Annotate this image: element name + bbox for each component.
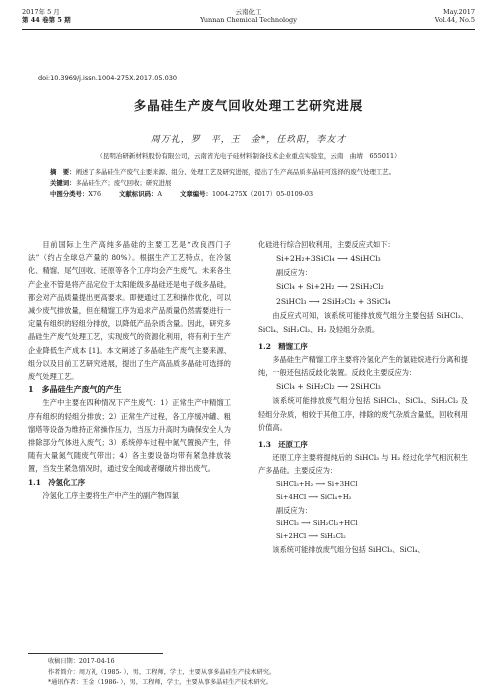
paper-title: 多晶硅生产废气回收处理工艺研究进展 — [133, 98, 364, 113]
classification-row — [50, 189, 450, 200]
journal-name-en: Yunnan Chemical Technology — [200, 16, 297, 24]
right-para-3: 该系统可能排放废气组分包括 SiHCl₃、SiCl₄、SiH₂Cl₂ 及轻组分杂质，相较于其他工序，排除的废气杂质含量低，回收利用价值高。 — [258, 396, 468, 432]
equation-3: 2SiHCl₃ ⟶ 2SiH₂Cl₂ + 3SiCl₄ — [276, 297, 391, 307]
header-volume: 第 44 卷第 5 期 — [22, 16, 71, 24]
abstract-label: 摘 要： — [50, 168, 76, 176]
section-1-heading: 1 多晶硅生产废气的产生 — [28, 384, 122, 395]
section-1-text: 生产中主要在四种情况下产生废气：1）正常生产中精馏工序有组织的轻组分排放；2）正常生产过程，各工序缓冲罐、粗馏塔等设备为维持正常操作压力，当压力升高时为确保安全人为排除部分气体进入废气；3）系统停车过程中氮气置换产生，伴随有大量氮气随废气带出；4）各主要设备均带有紧急排放装置，当发生紧急情况时，通过安全阀或者爆破片排出废气。 — [28, 398, 231, 474]
equation-2: SiCl₄ + Si+2H₂ ⟶ 2SiH₂Cl₂ — [276, 282, 384, 292]
clc-value: X76 — [88, 190, 102, 198]
equation-4: SiCl₄ + SiH₂Cl₂ ⟶ 2SiHCl₃ — [276, 382, 381, 392]
equation-8: Si+2HCl ⟶ SiH₂Cl₂ — [276, 531, 346, 540]
section-1-1-heading: 1.1 冷氢化工序 — [28, 477, 86, 487]
section-1-2-heading: 1.2 精馏工序 — [258, 341, 308, 351]
author-bio-2: *通讯作者：王金（1986- ），男，工程师，学士，主要从事多晶硅生产技术研究。 — [48, 679, 272, 686]
doc-code-value: A — [157, 190, 162, 198]
journal-name-cn: 云南化工 — [235, 8, 262, 16]
doi: doi:10.3969/j.issn.1004-275X.2017.05.030 — [38, 74, 177, 82]
side-reaction-label-1: 副反应为： — [276, 268, 312, 278]
article-number-label: 文章编号： — [180, 190, 212, 198]
right-para-4: 该系统可能排放废气组分包括 SiHCl₃、SiCl₄、 — [272, 544, 425, 554]
header-center — [22, 8, 475, 24]
header-date: 2017年 5 月 — [22, 8, 60, 16]
section-1-3-heading: 1.3 还原工序 — [258, 440, 308, 450]
header-date-en: May.2017 — [443, 8, 475, 16]
left-column — [28, 238, 231, 502]
authors: 周万礼，罗 平，王 金*，任玖阳，李友才 — [150, 135, 347, 145]
keywords-label: 关键词： — [50, 179, 76, 187]
right-para-1: 化硅进行综合回收利用，主要反应式如下： — [258, 240, 395, 249]
section-1-2-text: 多晶硅生产精馏工序主要将冷氢化产生的氯硅烷进行分离和提纯，一般还包括反歧化装置。反歧化主要反应为： — [258, 355, 468, 378]
abstract-block — [50, 167, 450, 200]
header-volume-en: Vol.44, No.5 — [434, 16, 475, 24]
article-number — [180, 189, 313, 200]
equation-1: Si+2H₂+3SiCl₄ ⟶ 4SiHCl₃ — [276, 254, 381, 264]
doc-code — [119, 189, 162, 200]
section-1-3-text: 还原工序主要将提纯后的 SiHCl₃ 与 H₂ 经过化学气相沉积生产多晶硅。主要反应为： — [258, 453, 468, 476]
keywords — [50, 178, 450, 189]
article-number-value: 1004-275X（2017）05-0109-03 — [211, 190, 314, 198]
running-header — [22, 8, 475, 30]
clc — [50, 189, 101, 200]
right-column — [258, 238, 468, 556]
footnote-rule — [28, 653, 163, 654]
affiliation: （昆明冶研新材料股份有限公司，云南省光电子硅材料制备技术企业重点实验室，云南 曲靖 655011） — [96, 152, 401, 160]
footnote-block — [48, 657, 275, 689]
keywords-text: 多晶硅生产；废气回收；研究进展 — [75, 179, 172, 187]
header-rule — [22, 29, 475, 30]
clc-label: 中图分类号： — [50, 190, 89, 198]
equation-7: SiHCl₃ ⟶ SiH₂Cl₂+HCl — [276, 518, 358, 527]
header-right — [435, 8, 475, 24]
doc-code-label: 文献标识码： — [119, 190, 158, 198]
section-1-1-text: 冷氢化工序主要将生产中产生的副产物四氯 — [42, 490, 179, 500]
intro-paragraph: 目前国际上生产高纯多晶硅的主要工艺是“改良西门子法”（约占全球总产量的 80%）。根据生产工艺特点，在冷氢化、精馏、尾气回收、还原等各个工序均会产生废气。未来各生产企业不管是将产品定位于太阳能级多晶硅还是电子级多晶硅，都会对产品质量提出更高要求。即便通过工艺和操作优化，可以减少废气排放量，但在精馏工序为追求产品质量仍然需要进行一定量有组织的轻组分排放，以降低产品杂质含量。因此，研究多晶硅生产废气处理工艺，实现废气的资源化利用，将有利于生产企业降低生产成本 [1]。本文阐述了多晶硅生产废气主要来源、组分以及目前工艺研究进展，提出了生产高品质多晶硅可选择的废气处理工艺。 — [28, 240, 231, 382]
side-reaction-label-2: 副反应为： — [276, 505, 312, 515]
received-date: 收稿日期：2017-04-16 — [48, 658, 115, 665]
right-para-2: 由反应式可知，该系统可能排放废气组分主要包括 SiHCl₃、SiCl₄、SiH₂Cl₂、H₂ 及轻组分杂质。 — [258, 311, 468, 334]
abstract — [50, 167, 450, 178]
equation-6: Si+4HCl ⟶ SiCl₄+H₂ — [276, 492, 352, 501]
equation-5: SiHCl₃+H₂ ⟶ Si+3HCl — [276, 479, 358, 488]
author-bio-1: 作者简介：周万礼（1985- ），男，工程师，学士，主要从事多晶硅生产技术研究。 — [48, 668, 276, 676]
abstract-text: 阐述了多晶硅生产废气主要来源、组分、处理工艺及研究进展，提出了生产高品质多晶硅可选择的废气处理工艺。 — [75, 168, 396, 176]
